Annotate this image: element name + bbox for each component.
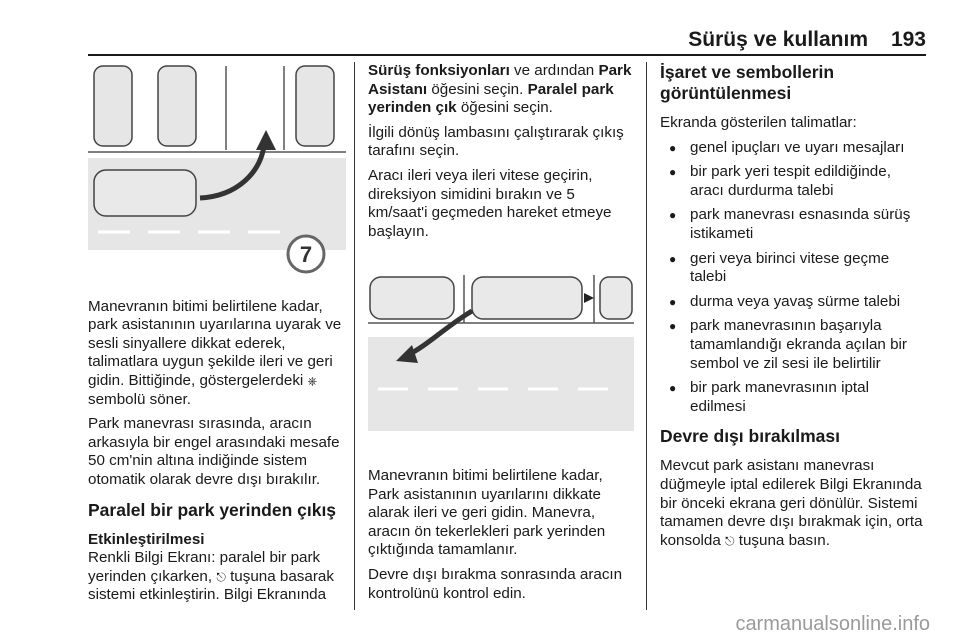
list-item: ● bir park yeri tespit edildiğinde, aracı durdurma talebi bbox=[660, 163, 928, 200]
subsection-heading: Etkinleştirilmesi bbox=[88, 530, 205, 548]
paragraph: Aracı ileri veya ileri vitese geçirin, direksiyon simidini bırakın ve 5 km/saat'i geçmeden hareket etmeye başlayın. bbox=[368, 166, 612, 240]
column-1 bbox=[88, 62, 346, 611]
menu-term: Park Asistanı bbox=[368, 62, 632, 98]
parallel-exit-figure bbox=[368, 263, 634, 431]
paragraph: İlgili dönüş lambasını çalıştırarak çıkış tarafını seçin. bbox=[368, 123, 624, 160]
intro-text: Ekranda gösterilen talimatlar: bbox=[660, 114, 857, 131]
page-title: Sürüş ve kullanım bbox=[688, 28, 868, 51]
instruction-list bbox=[660, 139, 928, 417]
list-item: ● bir park manevrasının iptal edilmesi bbox=[660, 379, 928, 416]
paragraph: Park manevrası sırasında, aracın arkasıyla bir engel arasındaki mesafe 50 cm'nin altına indiğinde sistem otomatik olarak devre dışı bırakılır. bbox=[88, 415, 340, 488]
column-divider bbox=[646, 62, 647, 610]
list-item: ● durma veya yavaş sürme talebi bbox=[660, 293, 928, 312]
section-heading: İşaret ve sembollerin görüntülenmesi bbox=[660, 62, 835, 103]
column-2: Sürüş fonksiyonları ve ardından Park Asistanı öğesini seçin. Paralel park yerinden çık öğesini seçin. İlgili dönüş lambasını çalıştırarak çıkış tarafını seçin. Aracı ileri veya ileri vitese geçirin, direksiyon simidini bırakın ve 5 km/saat'i geçmeden hareket etmeye başlayın. Manevranın bitimi belirtilene kadar, Park asistanının uyarılarını dikkate alarak ileri ve geri gidin. Manevra, aracın ön tekerlekleri park yerinden çıktığında tamamlanır. Devre dışı bırakma sonrasında aracın kontrolünü kontrol edin. bbox=[368, 62, 634, 609]
paragraph-end: sembolü söner. bbox=[88, 390, 191, 408]
paragraph: Devre dışı bırakma sonrasında aracın kontrolünü kontrol edin. bbox=[368, 565, 623, 602]
list-item: ● geri veya birinci vitese geçme talebi bbox=[660, 250, 928, 287]
menu-term: Sürüş fonksiyonları bbox=[368, 62, 510, 79]
section-heading: Paralel bir park yerinden çıkış bbox=[88, 499, 337, 520]
menu-term: Paralel park yerinden çık bbox=[368, 80, 614, 117]
list-item: ● genel ipuçları ve uyarı mesajları bbox=[660, 139, 928, 158]
list-item: ● park manevrasının başarıyla tamamlandığı ekranda açılan bir sembol ve zil sesi ile belirtilir bbox=[660, 317, 928, 373]
parking-exit-figure bbox=[88, 62, 346, 284]
list-item: ● park manevrası esnasında sürüş istikameti bbox=[660, 206, 928, 243]
page-header bbox=[0, 0, 960, 60]
figure-number: 7 bbox=[299, 242, 313, 267]
paragraph: Mevcut park asistanı manevrası düğmeyle iptal edilerek Bilgi Ekranında bir önceki ekrana geri dönülür. Sistemi tamamen devre dışı bırakmak için, orta konsolda bbox=[660, 457, 923, 549]
header-rule bbox=[88, 54, 926, 56]
page-number: 193 bbox=[890, 28, 926, 51]
parking-button-icon: ⎋ bbox=[216, 569, 226, 584]
paragraph-end: tuşuna basarak sistemi etkinleştirin. Bilgi Ekranında bbox=[88, 567, 334, 604]
watermark: carmanualsonline.info bbox=[735, 613, 930, 635]
column-3 bbox=[660, 62, 928, 556]
paragraph: Renkli Bilgi Ekranı: paralel bir park yerinden çıkarken, bbox=[88, 549, 321, 585]
parking-button-icon: ⎋ bbox=[725, 533, 735, 548]
paragraph-end: tuşuna basın. bbox=[738, 531, 830, 549]
section-heading: Devre dışı bırakılması bbox=[660, 426, 840, 447]
paragraph: Manevranın bitimi belirtilene kadar, park asistanının uyarılarına uyarak ve sesli sinyallere dikkat ederek, talimatlara uygun şekilde ileri ve geri gidin. Bittiğinde, göstergelerdeki bbox=[88, 297, 342, 389]
paragraph: Manevranın bitimi belirtilene kadar, Park asistanının uyarılarını dikkate alarak ileri ve geri gidin. Manevra, aracın ön tekerlekleri park yerinden çıktığında tamamlanır. bbox=[368, 466, 606, 559]
park-assist-icon: ⎈ bbox=[307, 373, 318, 388]
column-divider bbox=[354, 62, 355, 610]
